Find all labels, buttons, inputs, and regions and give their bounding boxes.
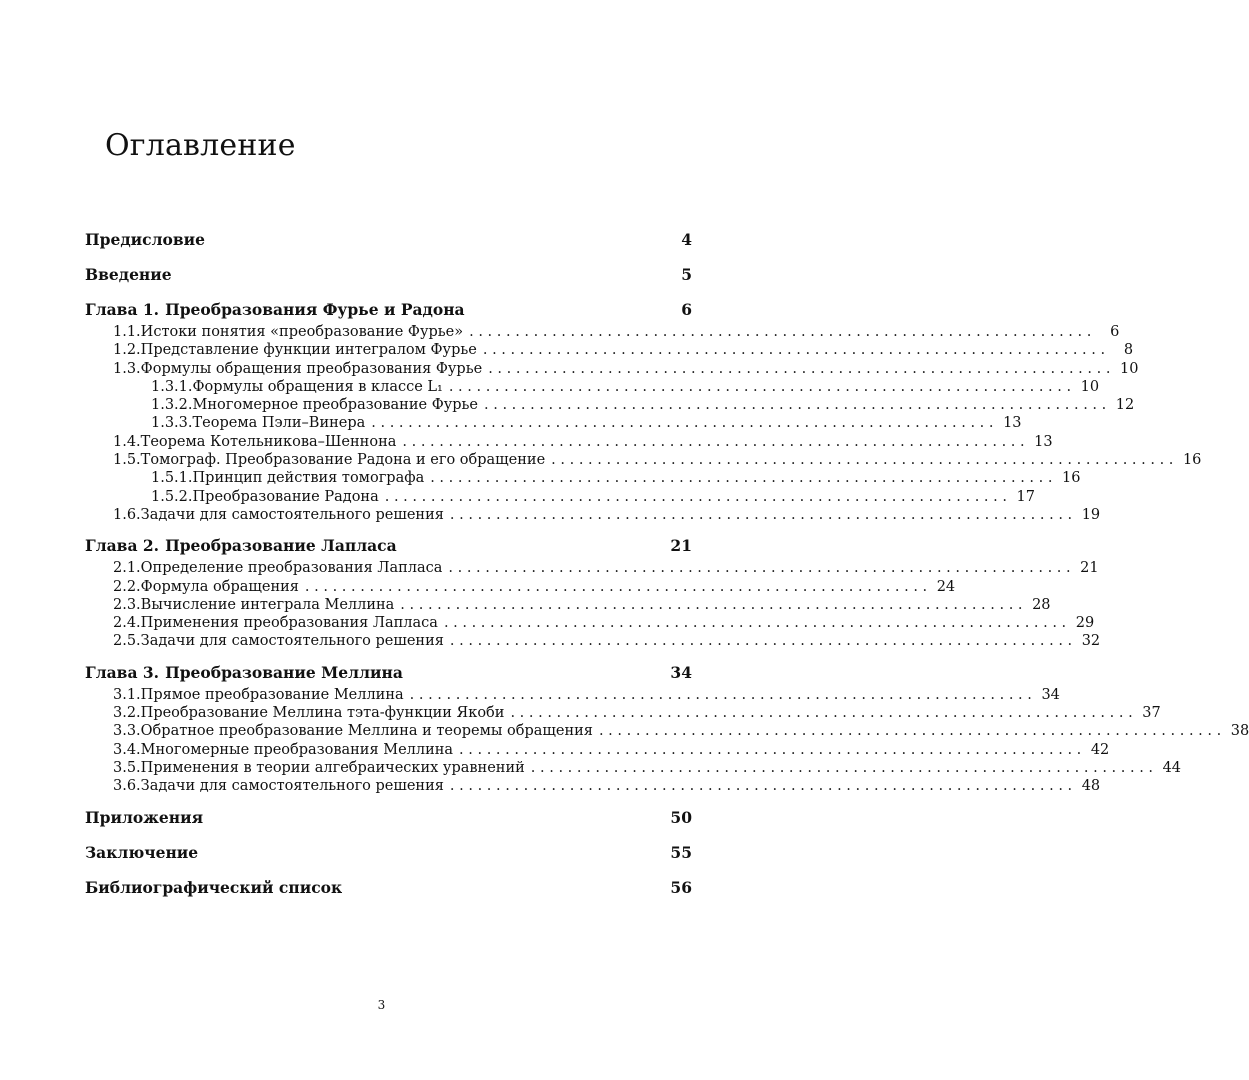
toc-section[interactable] — [85, 578, 956, 596]
toc-subsection[interactable] — [85, 469, 1081, 487]
toc-entry-number: 3.1. — [113, 686, 141, 703]
toc-chapter-label: Глава 2. — [85, 536, 160, 556]
dot-leader — [599, 722, 1221, 740]
toc-entry-title: Прямое преобразование Меллина — [140, 686, 404, 703]
toc-page-number: 21 — [1080, 560, 1099, 577]
toc-entry-number: 3.2. — [113, 705, 141, 722]
toc-section[interactable] — [85, 596, 1051, 614]
toc-page-number: 32 — [1081, 633, 1101, 650]
toc-page-number: 34 — [1041, 686, 1060, 703]
toc-entry-title: Введение — [85, 265, 172, 284]
dot-leader — [448, 559, 1070, 577]
toc-page-number: 13 — [1034, 433, 1053, 450]
toc-entry-title: Предисловие — [85, 230, 205, 249]
toc-section[interactable] — [85, 341, 1134, 359]
toc-section[interactable] — [85, 451, 1202, 469]
toc-entry-title: Задачи для самостоятельного решения — [140, 778, 444, 795]
toc-entry-title: Преобразования Фурье и Радона — [165, 300, 465, 319]
toc-entry-title: Определение преобразования Лапласа — [140, 560, 443, 577]
toc-section[interactable] — [85, 559, 1099, 577]
toc-entry-title: Обратное преобразование Меллина и теоремы обращения — [140, 723, 593, 740]
toc-entry-number: 1.6. — [113, 506, 141, 523]
table-of-contents — [85, 227, 1249, 901]
toc-entry-number: 2.2. — [113, 578, 141, 595]
dot-leader — [402, 433, 1024, 451]
dot-leader — [469, 323, 1091, 341]
toc-entry-number: 1.1. — [113, 324, 141, 340]
toc-page-number: 16 — [1062, 470, 1081, 487]
toc-entry-title: Томограф. Преобразование Радона и его обращение — [140, 452, 546, 469]
toc-entry-number: 1.3.2. — [151, 397, 193, 414]
toc-section[interactable] — [85, 632, 1101, 650]
toc-entry-title: Формула обращения — [140, 578, 299, 595]
dot-leader — [400, 596, 1022, 614]
toc-page-number: 34 — [670, 662, 692, 682]
dot-leader — [459, 741, 1081, 759]
toc-entry-number: 1.2. — [113, 342, 141, 359]
toc-entry-number: 3.3. — [113, 723, 141, 740]
dot-leader — [371, 414, 993, 432]
dot-leader — [410, 686, 1032, 704]
dot-leader — [444, 614, 1066, 632]
toc-entry-number: 2.4. — [113, 615, 141, 632]
toc-page-number: 42 — [1090, 741, 1110, 758]
toc-page-number: 50 — [670, 807, 692, 827]
toc-section[interactable] — [85, 506, 1101, 524]
toc-page-number: 16 — [1182, 452, 1202, 469]
toc-entry-title: Формулы обращения преобразования Фурье — [140, 360, 483, 377]
toc-entry-number: 1.3. — [113, 360, 141, 377]
toc-entry-number: 2.3. — [113, 596, 141, 613]
toc-chapter-label: Глава 3. — [85, 662, 160, 682]
toc-section[interactable] — [85, 323, 1120, 341]
toc-entry-number: 1.3.1. — [151, 378, 193, 395]
toc-subsection[interactable] — [85, 488, 1035, 506]
toc-page-number: 10 — [1080, 378, 1100, 395]
page-number: 3 — [377, 998, 386, 1012]
toc-chapter-label: Глава 1. — [85, 300, 160, 319]
toc-chapter[interactable] — [85, 297, 692, 323]
toc-page-number: 29 — [1075, 615, 1095, 632]
dot-leader — [450, 506, 1072, 524]
toc-entry-title: Принцип действия томографа — [192, 470, 425, 487]
toc-page-number: 12 — [1115, 397, 1135, 414]
toc-chapter[interactable] — [85, 660, 692, 686]
toc-entry-number: 1.5.2. — [151, 488, 193, 505]
toc-entry-number: 3.4. — [113, 741, 141, 758]
toc-page-number: 19 — [1081, 506, 1101, 523]
toc-entry-title: Преобразование Меллина тэта-функции Якоби — [140, 705, 505, 722]
toc-section[interactable] — [85, 433, 1053, 451]
toc-subsection[interactable] — [85, 378, 1100, 396]
toc-entry-title: Применения преобразования Лапласа — [140, 615, 438, 632]
toc-entry-title: Представление функции интегралом Фурье — [140, 342, 477, 359]
toc-page-number: 24 — [936, 578, 956, 595]
toc-page-number: 48 — [1081, 778, 1101, 795]
toc-entry-title: Истоки понятия «преобразование Фурье» — [140, 324, 464, 340]
toc-entry-title: Многомерное преобразование Фурье — [192, 397, 479, 414]
toc-part[interactable] — [85, 875, 692, 901]
toc-entry-title: Библиографический список — [85, 877, 343, 897]
toc-part[interactable] — [85, 262, 692, 288]
toc-part[interactable] — [85, 805, 692, 831]
toc-page-number: 10 — [1119, 360, 1139, 377]
toc-entry-title: Формулы обращения в классе L₁ — [192, 378, 443, 395]
toc-entry-number: 1.3.3. — [151, 415, 193, 432]
toc-section[interactable] — [85, 759, 1182, 777]
toc-entry-title: Многомерные преобразования Меллина — [140, 741, 454, 758]
toc-section[interactable] — [85, 614, 1095, 632]
toc-entry-title: Теорема Котельникова–Шеннона — [140, 433, 397, 450]
toc-chapter[interactable] — [85, 533, 692, 559]
toc-entry-number: 2.5. — [113, 633, 141, 650]
toc-entry-title: Приложения — [85, 807, 204, 827]
toc-section[interactable] — [85, 360, 1139, 378]
toc-entry-number: 1.5.1. — [151, 470, 193, 487]
toc-entry-title: Применения в теории алгебраических уравнений — [140, 759, 525, 776]
toc-section[interactable] — [85, 704, 1161, 722]
toc-section[interactable] — [85, 722, 1249, 740]
toc-page-number: 17 — [1016, 488, 1035, 505]
toc-entry-number: 2.1. — [113, 560, 141, 577]
toc-page-number: 13 — [1003, 415, 1022, 432]
dot-leader — [484, 396, 1106, 414]
dot-leader — [385, 488, 1007, 506]
toc-page-number: 6 — [1110, 324, 1120, 340]
dot-leader — [483, 341, 1105, 359]
dot-leader — [551, 451, 1173, 469]
toc-entry-title: Преобразование Радона — [192, 488, 379, 505]
toc-section[interactable] — [85, 777, 1101, 795]
toc-subsection[interactable] — [85, 396, 1135, 414]
toc-entry-title: Вычисление интеграла Меллина — [140, 596, 395, 613]
toc-entry-title: Задачи для самостоятельного решения — [140, 506, 444, 523]
toc-section[interactable] — [85, 741, 1110, 759]
toc-part[interactable] — [85, 840, 692, 866]
toc-page-number: 6 — [681, 300, 692, 319]
page-title: Оглавление — [105, 128, 296, 163]
dot-leader — [305, 578, 927, 596]
dot-leader — [510, 704, 1132, 722]
toc-entry-title: Преобразование Лапласа — [165, 536, 397, 556]
toc-page-number: 4 — [681, 230, 692, 249]
toc-entry-title: Преобразование Меллина — [165, 662, 403, 682]
toc-entry-title: Теорема Пэли–Винера — [192, 415, 366, 432]
toc-page-number: 56 — [670, 877, 692, 897]
dot-leader — [488, 360, 1110, 378]
dot-leader — [449, 378, 1071, 396]
dot-leader — [450, 632, 1072, 650]
dot-leader — [531, 759, 1153, 777]
toc-entry-number: 1.5. — [113, 452, 141, 469]
toc-entry-number: 3.6. — [113, 778, 141, 795]
toc-page-number: 44 — [1162, 759, 1182, 776]
dot-leader — [450, 777, 1072, 795]
toc-entry-number: 3.5. — [113, 759, 141, 776]
toc-page-number: 8 — [1123, 342, 1134, 359]
toc-page-number: 37 — [1142, 705, 1161, 722]
toc-page-number: 38 — [1230, 723, 1249, 740]
toc-section[interactable] — [85, 686, 1060, 704]
toc-entry-title: Заключение — [85, 842, 199, 862]
toc-page-number: 21 — [670, 536, 692, 556]
toc-page-number: 55 — [670, 842, 692, 862]
toc-part[interactable] — [85, 227, 692, 253]
dot-leader — [430, 469, 1052, 487]
toc-page-number: 5 — [681, 265, 692, 284]
toc-page-number: 28 — [1032, 596, 1051, 613]
toc-entry-title: Задачи для самостоятельного решения — [140, 633, 444, 650]
toc-entry-number: 1.4. — [113, 433, 141, 450]
toc-subsection[interactable] — [85, 414, 1022, 432]
